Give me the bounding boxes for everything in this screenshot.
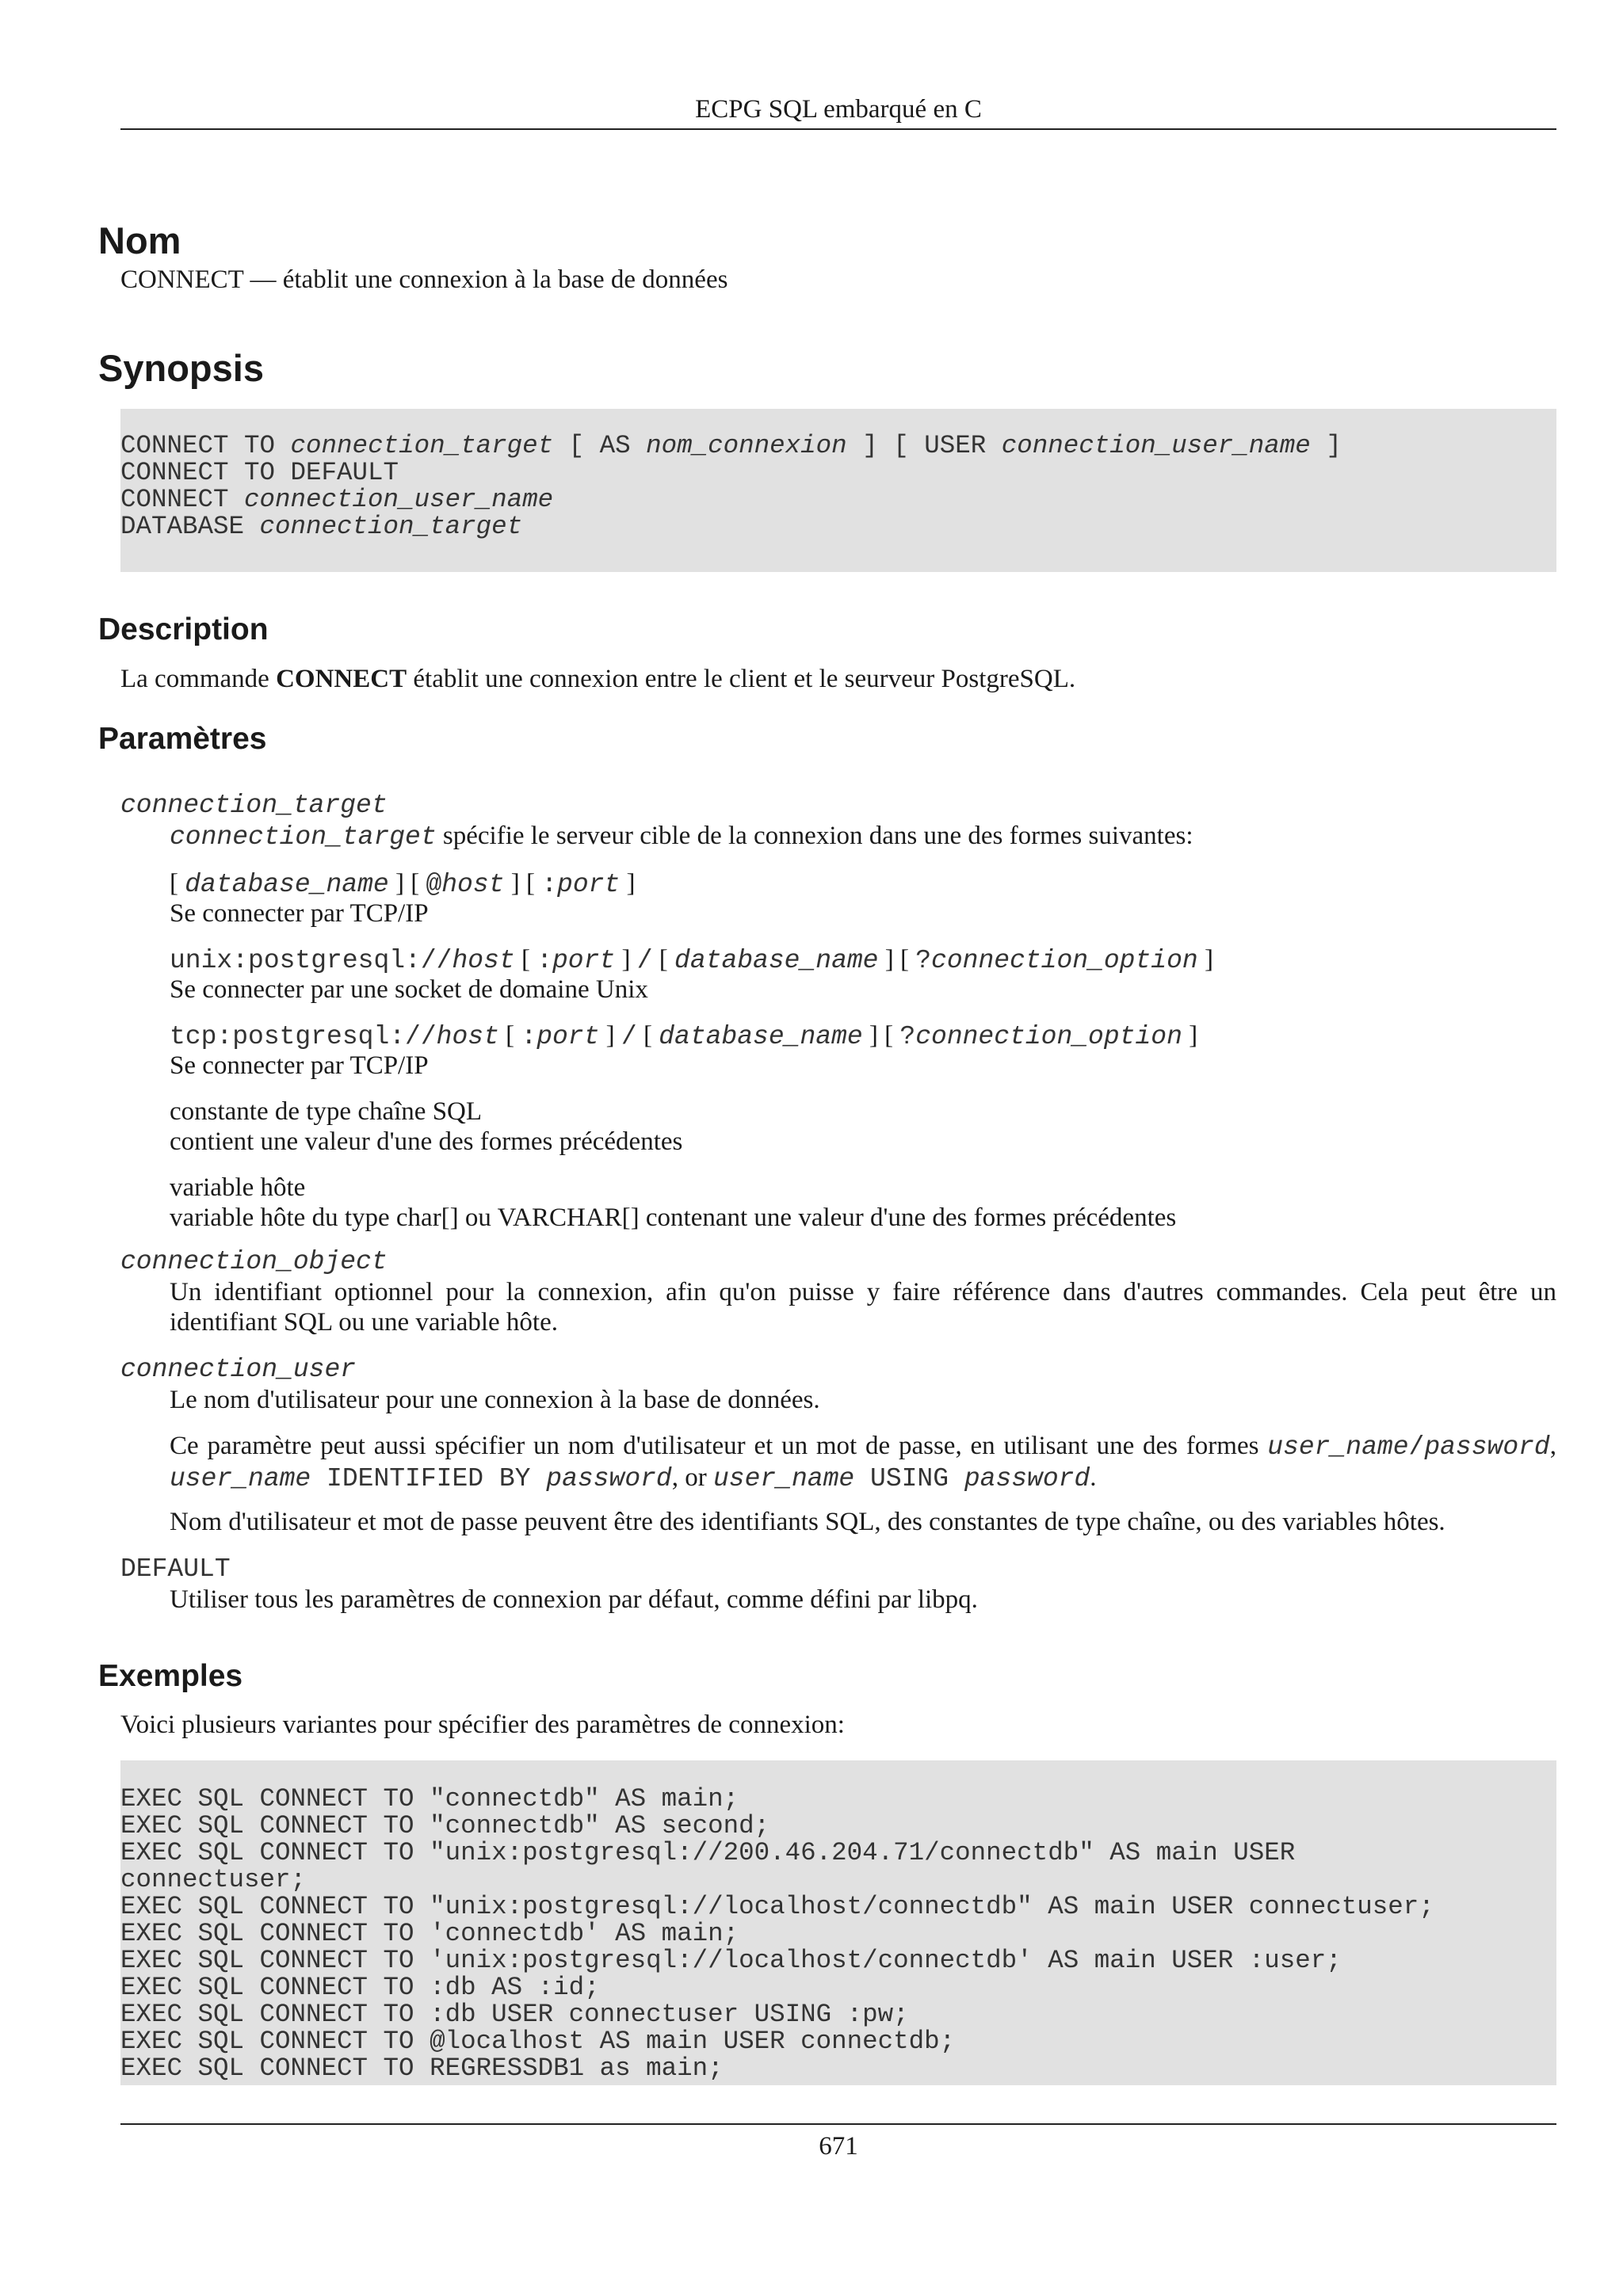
connection-object-desc: Un identifiant optionnel pour la connexion, afin qu'on puisse y faire référence dans d'autres commandes. Cela peut être un identifiant SQL ou une variable hôte.: [170, 1278, 1556, 1337]
desc-token: password: [964, 1464, 1090, 1493]
synopsis-token: ]: [1310, 431, 1342, 460]
heading-nom: Nom: [98, 219, 181, 261]
term-connection-user: connection_user: [120, 1355, 357, 1384]
example-code-line: EXEC SQL CONNECT TO "connectdb" AS main;: [120, 1784, 739, 1814]
form-token: tcp:postgresql://: [170, 1022, 437, 1051]
form-token: :: [537, 946, 552, 975]
example-code-line: EXEC SQL CONNECT TO "unix:postgresql://localhost/connectdb" AS main USER connectuser;: [120, 1892, 1434, 1921]
example-code-line: EXEC SQL CONNECT TO :db AS :id;: [120, 1973, 600, 2002]
form-description: variable hôte du type char[] ou VARCHAR[] contenant une valeur d'une des formes précédentes: [170, 1203, 1177, 1232]
form-token: ]: [1182, 1021, 1198, 1050]
synopsis-token: connection_user_name: [244, 485, 554, 514]
footer-rule: [120, 2123, 1556, 2125]
form-token: connection_option: [915, 1022, 1182, 1051]
form-token: database_name: [185, 870, 389, 899]
exemples-code-block: [120, 1760, 1556, 2085]
synopsis-token: DATABASE: [120, 512, 260, 541]
synopsis-line: [120, 460, 1556, 486]
synopsis-token: CONNECT TO: [120, 431, 291, 460]
term-default: DEFAULT: [120, 1554, 231, 1584]
form-token: :: [541, 870, 558, 899]
desc-token: Ce paramètre peut aussi spécifier un nom d'utilisateur et un mot de passe, en utilisant une des formes: [170, 1432, 1268, 1460]
connection-target-desc: [170, 821, 1193, 852]
form-token: ?: [899, 1022, 916, 1051]
synopsis-token: nom_connexion: [646, 431, 847, 460]
connection-user-desc3: Nom d'utilisateur et mot de passe peuvent être des identifiants SQL, des constantes de type chaîne, ou des variables hôtes.: [170, 1508, 1445, 1536]
form-token: host: [441, 870, 505, 899]
synopsis-line: [120, 433, 1556, 460]
running-header: ECPG SQL embarqué en C: [695, 95, 982, 124]
heading-parametres: Paramètres: [98, 722, 267, 756]
form-token: ]: [615, 945, 637, 974]
example-code-line: EXEC SQL CONNECT TO "unix:postgresql://200.46.204.71/connectdb" AS main USER: [120, 1838, 1296, 1867]
form-token: ?: [915, 946, 932, 975]
synopsis-line: [120, 513, 1556, 540]
heading-synopsis: Synopsis: [98, 347, 264, 389]
example-code-line: EXEC SQL CONNECT TO @localhost AS main USER connectdb;: [120, 2027, 956, 2056]
header-rule: [120, 128, 1556, 130]
desc-token: .: [1090, 1463, 1097, 1492]
connection-user-desc2: [170, 1431, 1556, 1494]
form-token: ] [: [504, 869, 542, 898]
form-token: variable hôte: [170, 1173, 306, 1202]
synopsis-token: CONNECT: [120, 485, 245, 514]
form-token: [: [514, 945, 537, 974]
form-token: /: [636, 946, 653, 975]
description-command: CONNECT: [276, 665, 407, 693]
form-token: ]: [1197, 945, 1213, 974]
page-number: 671: [819, 2132, 858, 2161]
synopsis-token: connection_user_name: [1001, 431, 1311, 460]
description-text-after: établit une connexion entre le client et le seurveur PostgreSQL.: [407, 665, 1076, 693]
desc-token: password: [546, 1464, 672, 1493]
form-token: port: [552, 946, 616, 975]
synopsis-token: connection_target: [259, 512, 523, 541]
form-token: ] [: [878, 945, 916, 974]
form-description: Se connecter par une socket de domaine Unix: [170, 975, 648, 1004]
exemples-intro: Voici plusieurs variantes pour spécifier des paramètres de connexion:: [120, 1711, 845, 1739]
form-token: port: [537, 1022, 600, 1051]
example-code-line: EXEC SQL CONNECT TO 'unix:postgresql://localhost/connectdb' AS main USER :user;: [120, 1946, 1342, 1975]
form-description: contient une valeur d'une des formes précédentes: [170, 1127, 683, 1156]
description-text: [120, 664, 1075, 694]
form-token: database_name: [674, 946, 879, 975]
desc-token: password: [1424, 1432, 1550, 1462]
example-code-line: EXEC SQL CONNECT TO 'connectdb' AS main;: [120, 1919, 739, 1948]
synopsis-token: CONNECT TO DEFAULT: [120, 458, 399, 487]
form-token: [: [498, 1021, 521, 1050]
heading-description: Description: [98, 612, 269, 646]
example-code-line: connectuser;: [120, 1865, 307, 1894]
nom-text: CONNECT — établit une connexion à la base de données: [120, 265, 728, 294]
form-token: connection_option: [931, 946, 1198, 975]
desc-token: /: [1408, 1432, 1425, 1462]
form-token: [: [170, 869, 185, 898]
connection-target-desc-term: connection_target: [170, 822, 437, 852]
desc-token: , or: [671, 1463, 713, 1492]
form-token: ] [: [862, 1021, 900, 1050]
desc-token: ,: [1549, 1432, 1556, 1460]
heading-exemples: Exemples: [98, 1659, 243, 1693]
synopsis-token: [ AS: [553, 431, 647, 460]
term-connection-object: connection_object: [120, 1247, 388, 1276]
connection-target-desc-text: spécifie le serveur cible de la connexion dans une des formes suivantes:: [436, 822, 1193, 850]
exemples-code: [120, 1786, 1556, 2082]
connection-user-desc1: Le nom d'utilisateur pour une connexion à la base de données.: [170, 1386, 820, 1414]
form-token: database_name: [659, 1022, 863, 1051]
form-token: ]: [599, 1021, 621, 1050]
synopsis-line: [120, 486, 1556, 513]
description-text-before: La commande: [120, 665, 277, 693]
form-description: Se connecter par TCP/IP: [170, 1051, 429, 1080]
desc-token: user_name: [1267, 1432, 1409, 1462]
synopsis-token: ] [ USER: [846, 431, 1002, 460]
form-description: Se connecter par TCP/IP: [170, 899, 429, 928]
synopsis-token: connection_target: [290, 431, 554, 460]
form-token: @: [426, 870, 442, 899]
form-token: ]: [620, 869, 636, 898]
form-syntax: [170, 1097, 482, 1127]
form-token: host: [436, 1022, 499, 1051]
desc-token: USING: [854, 1464, 964, 1493]
synopsis-code: [120, 433, 1556, 540]
example-code-line: EXEC SQL CONNECT TO REGRESSDB1 as main;: [120, 2054, 724, 2083]
form-token: unix:postgresql://: [170, 946, 453, 975]
desc-token: user_name: [712, 1464, 855, 1493]
synopsis-code-block: [120, 409, 1556, 572]
form-syntax: [170, 1020, 1197, 1052]
form-token: constante de type chaîne SQL: [170, 1097, 483, 1126]
form-syntax: [170, 1173, 305, 1203]
form-syntax: [170, 868, 635, 900]
desc-token: user_name: [170, 1464, 311, 1493]
default-desc: Utiliser tous les paramètres de connexion par défaut, comme défini par libpq.: [170, 1585, 978, 1614]
term-connection-target: connection_target: [120, 791, 388, 820]
form-token: port: [557, 870, 621, 899]
example-code-line: EXEC SQL CONNECT TO :db USER connectuser USING :pw;: [120, 2000, 909, 2029]
desc-token: IDENTIFIED BY: [311, 1464, 547, 1493]
form-token: host: [452, 946, 515, 975]
form-token: :: [521, 1022, 537, 1051]
form-token: [: [652, 945, 675, 974]
form-token: ] [: [388, 869, 426, 898]
form-token: [: [636, 1021, 659, 1050]
form-syntax: [170, 944, 1213, 976]
form-token: /: [621, 1022, 637, 1051]
example-code-line: EXEC SQL CONNECT TO "connectdb" AS second;: [120, 1811, 770, 1840]
